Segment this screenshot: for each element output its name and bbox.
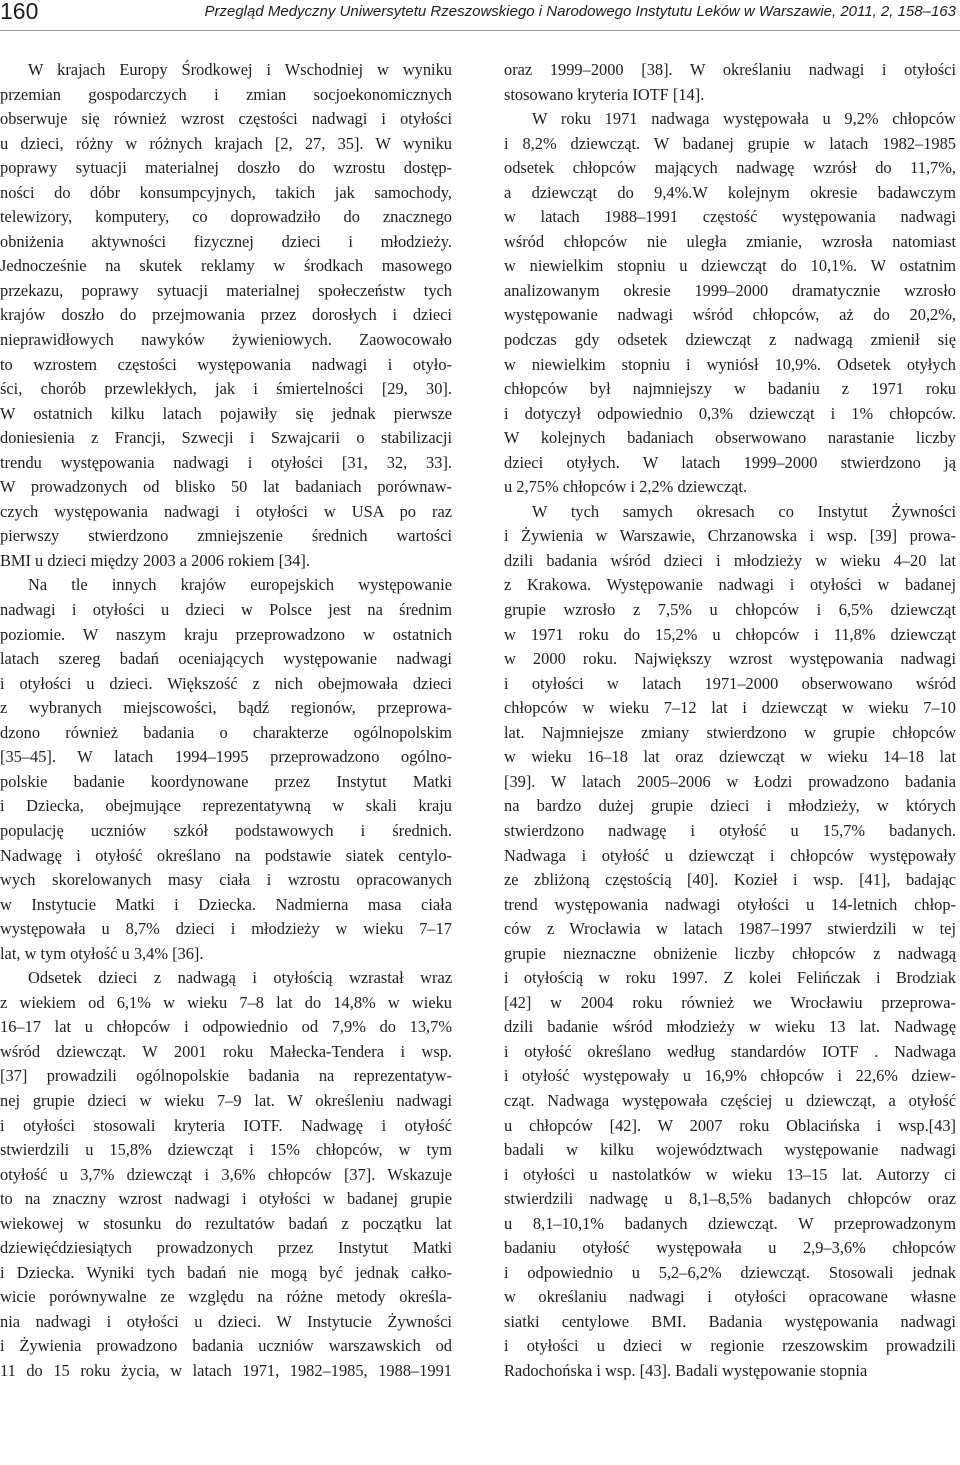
text-line: Odsetek dzieci z nadwagą i otyłością wzrastał wraz — [28, 968, 452, 988]
text-line: i Żywienia w Warszawie, Chrzanowska i wsp. [39] prowa- — [504, 526, 956, 546]
text-line: W kolejnych badaniach obserwowano narastanie liczby — [504, 428, 956, 448]
text-line: odsetek chłopców mających nadwagę wzrósł do 11,7%, — [504, 158, 956, 178]
paragraph — [0, 966, 452, 1383]
text-line: z Krakowa. Występowanie nadwagi i otyłości w badanej — [504, 575, 956, 595]
text-line: [42] w 2004 roku również we Wrocławiu przeprowa- — [504, 992, 956, 1012]
text-line: nia nadwagi i otyłości u dzieci. W Instytucie Żywności — [0, 1311, 452, 1331]
text-line: wśród dziewcząt. W 2001 roku Małecka-Tendera i wsp. — [0, 1041, 452, 1061]
text-line: i otyłości u dzieci w regionie rzeszowskim prowadzili — [504, 1336, 956, 1356]
text-line: a dziewcząt do 9,4%.W kolejnym okresie badawczym — [504, 182, 956, 202]
text-line: i otyłość występowały u 16,9% chłopców i 22,6% dziew- — [504, 1066, 956, 1086]
text-line: i dotyczył odpowiednio 0,3% dziewcząt i 1% chłopców. — [504, 403, 956, 423]
text-line: badali w kilku województwach występowanie nadwagi — [504, 1140, 956, 1160]
text-line: poprawy sytuacji materialnej doszło do wzrostu dostęp- — [0, 158, 452, 178]
text-line: chłopców w wieku 7–12 lat i dziewcząt w wieku 7–10 — [504, 698, 956, 718]
text-line: z wiekiem od 6,1% w wieku 7–8 lat do 14,8% w wieku — [0, 992, 452, 1012]
text-line: pierwszy stwierdzono zmniejszenie średnich wartości — [0, 526, 452, 546]
text-line: poziomie. W naszym kraju przeprowadzono w ostatnich — [0, 624, 452, 644]
text-line: nej grupie dzieci w wieku 7–9 lat. W określeniu nadwagi — [0, 1090, 452, 1110]
text-line: grupie nieznaczne obniżenie liczby chłopców z nadwagą — [504, 943, 956, 963]
text-line: Nadwaga i otyłość u dziewcząt i chłopców występowały — [504, 845, 956, 865]
text-line: 11 do 15 roku życia, w latach 1971, 1982–1985, 1988–1991 — [0, 1360, 452, 1380]
text-line: [39]. W latach 2005–2006 w Łodzi prowadzono badania — [504, 771, 956, 791]
text-line: populację uczniów szkół podstawowych i średnich. — [0, 820, 452, 840]
text-line: i otyłość określano według standardów IOTF . Nadwaga — [504, 1041, 956, 1061]
text-line: latach szereg badań oceniających występowanie nadwagi — [0, 649, 452, 669]
text-line: grupie wzrosło z 7,5% u chłopców i 6,5% dziewcząt — [504, 600, 956, 620]
text-line: obserwuje się również wzrost częstości nadwagi i otyłości — [0, 109, 452, 129]
text-line: 16–17 lat u chłopców i odpowiednio od 7,9% do 13,7% — [0, 1017, 452, 1037]
text-line: w wieku 16–18 lat oraz dziewcząt w wieku 14–18 lat — [504, 747, 956, 767]
text-line: podczas gdy odsetek dziewcząt z nadwagą zmienił się — [504, 330, 956, 350]
text-line: W krajach Europy Środkowej i Wschodniej w wyniku — [28, 60, 452, 79]
text-line: w Instytucie Matki i Dziecka. Nadmierna masa ciała — [0, 894, 452, 914]
text-line: cząt. Nadwaga występowała częściej u dziewcząt, a otyłość — [504, 1090, 956, 1110]
text-line: dzili badania wśród dzieci i młodzieży w wieku 4–20 lat — [504, 550, 956, 570]
text-line: ze zbliżoną częstością [40]. Kozieł i wsp. [41], badając — [504, 870, 956, 890]
text-line: i odpowiednio u 5,2–6,2% dziewcząt. Stosowali jednak — [504, 1262, 956, 1282]
text-line: stosowano kryteria IOTF [14]. — [504, 84, 705, 104]
text-line: oraz 1999–2000 [38]. W określaniu nadwagi i otyłości — [504, 60, 956, 79]
text-line: i Dziecka, obejmujące reprezentatywną w skali kraju — [0, 796, 452, 816]
text-line: w niewielkim stopniu i wyniósł 10,9%. Odsetek otyłych — [504, 354, 956, 374]
text-line: analizowanym okresie 1999–2000 dramatycznie wzrosło — [504, 280, 956, 300]
text-line: Jednocześnie na skutek reklamy w środkach masowego — [0, 256, 452, 276]
paragraph — [504, 500, 956, 1384]
text-line: otyłość u 3,7% dziewcząt i 3,6% chłopców [37]. Wskazuje — [0, 1164, 452, 1184]
text-line: stwierdzono nadwagę i otyłość u 15,7% badanych. — [504, 820, 956, 840]
text-line: Na tle innych krajów europejskich występowanie — [28, 575, 452, 595]
text-line: Radochońska i wsp. [43]. Badali występowanie stopnia — [504, 1360, 868, 1380]
text-line: wśród chłopców nie uległa zmianie, wzrosła natomiast — [504, 231, 956, 251]
text-line: i 8,2% dziewcząt. W badanej grupie w latach 1982–1985 — [504, 133, 956, 153]
text-line: Nadwagę i otyłość określano na podstawie siatek centylo- — [0, 845, 452, 865]
paragraph — [0, 573, 452, 966]
text-line: wiekowej w stosunku do rezultatów badań z początku lat — [0, 1213, 452, 1233]
text-line: w niewielkim stopniu u dziewcząt do 10,1%. W ostatnim — [504, 256, 956, 276]
text-line: ców z Wrocławia w latach 1987–1997 stwierdzili w tej — [504, 919, 956, 939]
text-line: doniesienia z Francji, Szwecji i Szwajcarii o stabilizacji — [0, 428, 452, 448]
paragraph — [504, 58, 956, 107]
page-number: 160 — [0, 0, 39, 24]
text-line: krajów doszło do przejmowania przez dorosłych i dzieci — [0, 305, 452, 325]
text-line: W prowadzonych od blisko 50 lat badaniach porównaw- — [0, 477, 452, 497]
text-line: badaniu otyłość występowała u 2,9–3,6% chłopców — [504, 1238, 956, 1258]
left-column — [0, 58, 452, 1384]
text-line: przekazu, poprawy sytuacji materialnej społeczeństw tych — [0, 280, 452, 300]
text-line: chłopców był najmniejszy w badaniu z 1971 roku — [504, 379, 956, 399]
text-line: lat. Najmniejsze zmiany stwierdzono w grupie chłopców — [504, 722, 956, 742]
text-line: wych skorelowanych masy ciała i wzrostu opracowanych — [0, 870, 452, 890]
text-line: w latach 1988–1991 częstość występowania nadwagi — [504, 207, 956, 227]
text-line: W tych samych okresach co Instytut Żywności — [532, 501, 956, 521]
text-line: i otyłości stosowali kryteria IOTF. Nadwagę i otyłość — [0, 1115, 452, 1135]
text-line: polskie badanie koordynowane przez Instytut Matki — [0, 771, 452, 791]
text-line: obniżenia aktywności fizycznej dzieci i młodzieży. — [0, 231, 452, 251]
text-line: występowała u 8,7% dzieci i młodzieży w wieku 7–17 — [0, 919, 452, 939]
text-line: u 8,1–10,1% badanych dziewcząt. W przeprowadzonym — [504, 1213, 956, 1233]
text-line: to wzrostem częstości występowania nadwagi i otyło- — [0, 354, 452, 374]
text-line: w 1971 roku do 15,2% u chłopców i 11,8% dziewcząt — [504, 624, 956, 644]
text-line: i Żywienia prowadzono badania uczniów warszawskich od — [0, 1336, 452, 1356]
running-title: Przegląd Medyczny Uniwersytetu Rzeszowskiego i Narodowego Instytutu Leków w Warszawie, 2011, 2, 158–163 — [204, 3, 956, 20]
text-line: W roku 1971 nadwaga występowała u 9,2% chłopców — [532, 109, 956, 129]
text-line: u dzieci, różny w różnych krajach [2, 27, 35]. W wyniku — [0, 133, 452, 153]
text-line: wicie porównywalne ze względu na różne metody określa- — [0, 1287, 452, 1307]
text-line: W ostatnich kilku latach pojawiły się jednak pierwsze — [0, 403, 452, 423]
text-line: telewizory, komputery, co doprowadziło do znacznego — [0, 207, 452, 227]
text-line: z wybranych miejscowości, bądź regionów, przeprowa- — [0, 698, 452, 718]
paragraph — [504, 107, 956, 500]
text-line: dzono również badania o charakterze ogólnopolskim — [0, 722, 452, 742]
text-line: ści, chorób przewlekłych, jak i śmiertelności [29, 30]. — [0, 379, 452, 399]
text-line: lat, w tym otyłość u 3,4% [36]. — [0, 943, 204, 963]
text-line: siatki centylowe BMI. Badania występowania nadwagi — [504, 1311, 956, 1331]
text-line: [35–45]. W latach 1994–1995 przeprowadzono ogólno- — [0, 747, 452, 767]
text-line: stwierdzili u 15,8% dziewcząt i 15% chłopców, w tym — [0, 1140, 452, 1160]
page-header — [0, 0, 960, 31]
text-line: ności do dóbr konsumpcyjnych, takich jak samochody, — [0, 182, 452, 202]
text-line: trend występowania nadwagi otyłości u 14-letnich chłop- — [504, 894, 956, 914]
text-line: przemian gospodarczych i zmian socjoekonomicznych — [0, 84, 452, 104]
text-line: i otyłością w roku 1997. Z kolei Felińczak i Brodziak — [504, 968, 956, 988]
text-line: w określaniu nadwagi i otyłości opracowane własne — [504, 1287, 956, 1307]
text-line: [37] prowadzili ogólnopolskie badania na reprezentatyw- — [0, 1066, 452, 1086]
text-line: u chłopców [42]. W 2007 roku Oblacińska i wsp.[43] — [504, 1115, 956, 1135]
text-line: na bardzo dużej grupie dzieci i młodzieży, w których — [504, 796, 956, 816]
text-line: u 2,75% chłopców i 2,2% dziewcząt. — [504, 477, 748, 497]
text-line: i otyłości w latach 1971–2000 obserwowano wśród — [504, 673, 956, 693]
text-line: stwierdzili nadwagę u 8,1–8,5% badanych chłopców oraz — [504, 1189, 956, 1209]
text-line: dziewięćdziesiątych prowadzonych przez Instytut Matki — [0, 1238, 452, 1258]
text-line: czych występowania nadwagi i otyłości w USA po raz — [0, 501, 452, 521]
text-line: nadwagi i otyłości u dzieci w Polsce jest na średnim — [0, 600, 452, 620]
text-line: i otyłości u nastolatków w wieku 13–15 lat. Autorzy ci — [504, 1164, 956, 1184]
text-line: BMI u dzieci między 2003 a 2006 rokiem [34]. — [0, 550, 310, 570]
text-line: to na znaczny wzrost nadwagi i otyłości w badanej grupie — [0, 1189, 452, 1209]
text-line: trendu występowania nadwagi i otyłości [31, 32, 33]. — [0, 452, 452, 472]
text-line: nieprawidłowych nawyków żywieniowych. Zaowocowało — [0, 330, 452, 350]
text-line: dzili badanie wśród młodzieży w wieku 13 lat. Nadwagę — [504, 1017, 956, 1037]
paragraph — [0, 58, 452, 573]
right-column — [504, 58, 956, 1384]
text-line: i Dziecka. Wyniki tych badań nie mogą być jednak całko- — [0, 1262, 452, 1282]
text-line: występowanie nadwagi wśród chłopców, aż do 20,2%, — [504, 305, 956, 325]
text-line: w 2000 roku. Największy wzrost występowania nadwagi — [504, 649, 956, 669]
text-line: dzieci otyłych. W latach 1999–2000 stwierdzono ją — [504, 452, 956, 472]
text-line: i otyłości u dzieci. Większość z nich obejmowała dzieci — [0, 673, 452, 693]
